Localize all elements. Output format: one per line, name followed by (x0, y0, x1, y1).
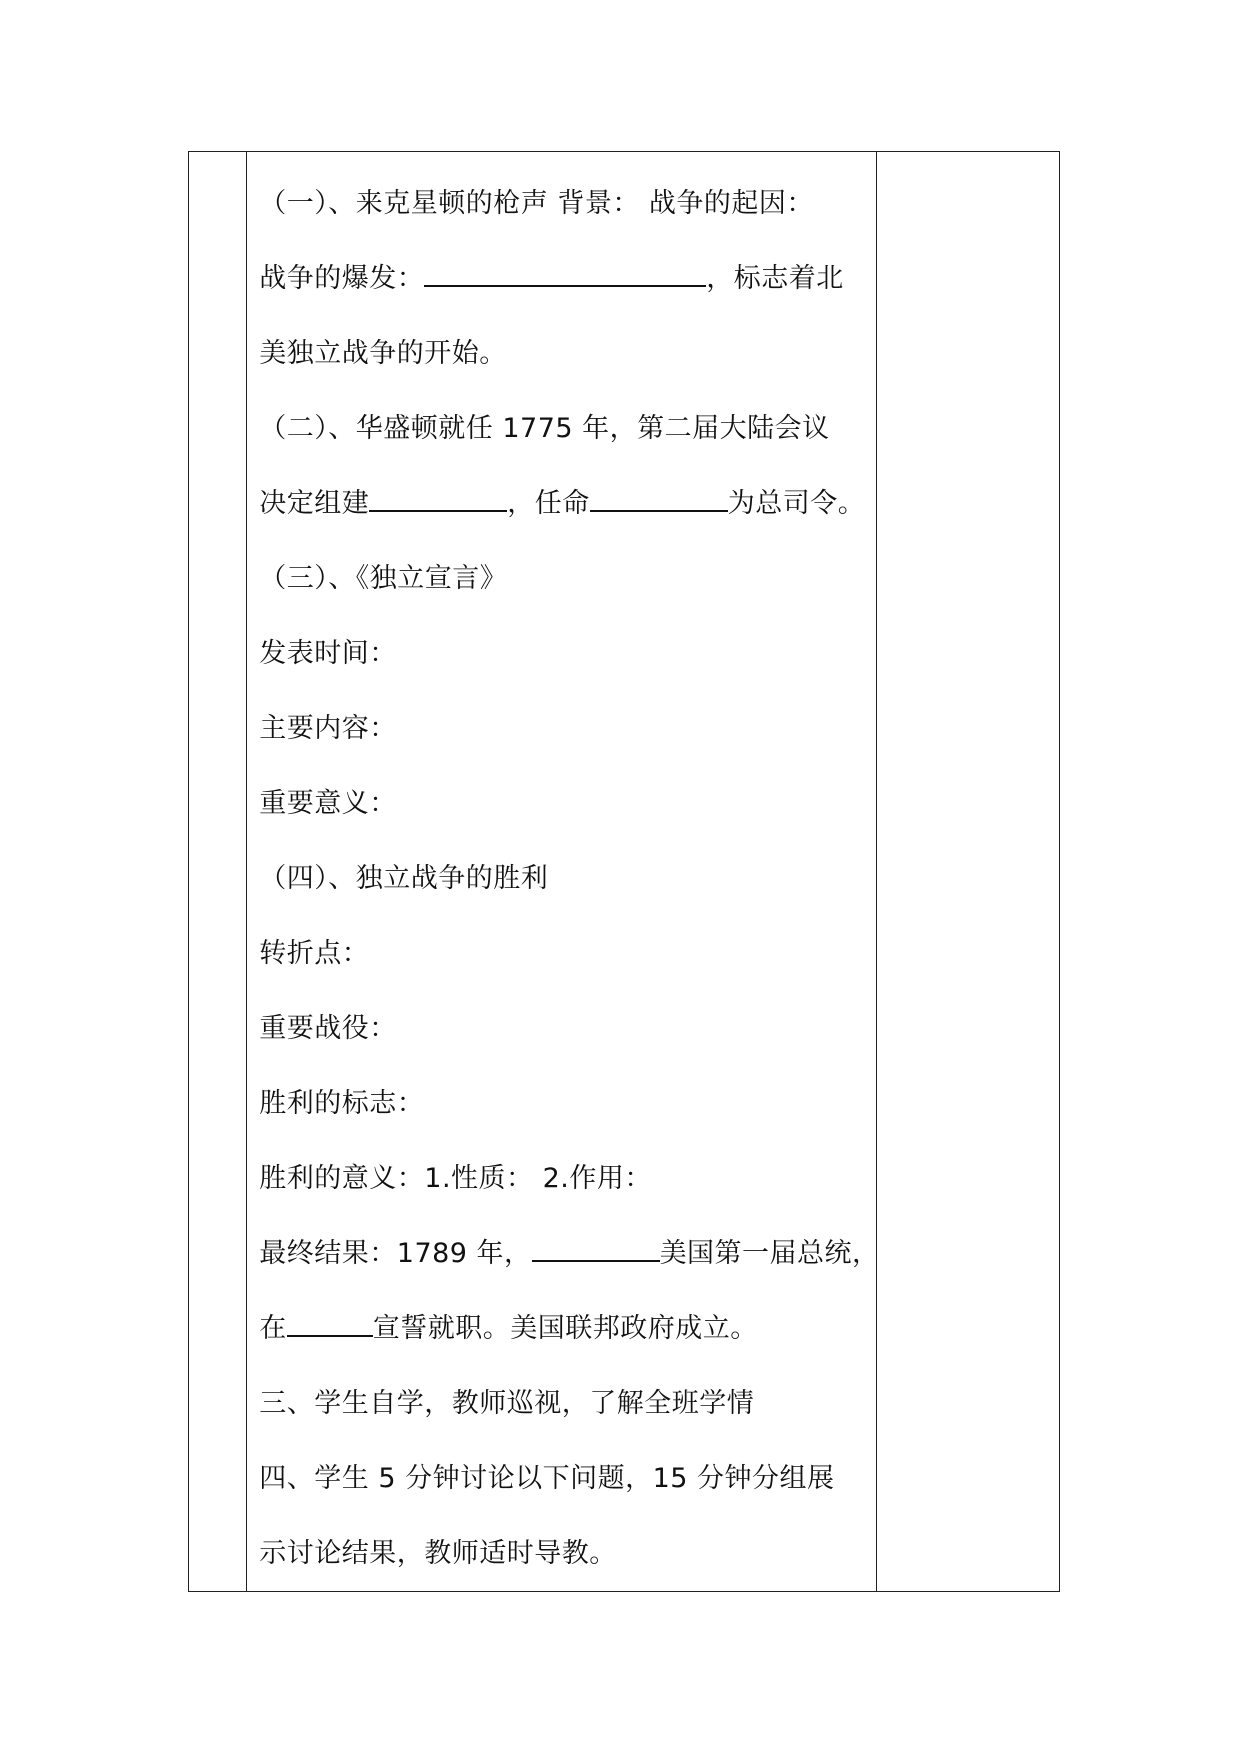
army-label: 决定组建 (259, 488, 370, 519)
section-4-heading: （四）、独立战争的胜利 (259, 863, 549, 894)
main-content-cell (247, 152, 880, 1592)
section-2-heading: （二）、华盛顿就任 1775 年，第二届大陆会议 (259, 413, 830, 444)
commander-label: 为总司令。 (727, 488, 866, 519)
war-outbreak-suffix: ，标志着北 (706, 263, 844, 294)
final-result-label: 最终结果：1789 年， (259, 1238, 532, 1269)
appoint-label: ，任命 (507, 488, 590, 519)
lesson-table (188, 151, 1060, 1592)
right-column-cell (877, 152, 1060, 1592)
army-command-line (259, 466, 868, 541)
fill-blank[interactable] (369, 480, 507, 512)
key-battle-line: 重要战役： (259, 1013, 397, 1044)
victory-meaning-line: 胜利的意义：1.性质： 2.作用： (259, 1163, 652, 1194)
inauguration-suffix: 宣誓就职。美国联邦政府成立。 (372, 1313, 758, 1344)
section-3-heading: （三）、《独立宣言》 (259, 563, 508, 594)
war-outbreak-line (259, 241, 868, 316)
significance-line: 重要意义： (259, 788, 397, 819)
turning-point-line: 转折点： (259, 938, 370, 969)
inauguration-prefix: 在 (259, 1313, 287, 1344)
step-4-line: 四、学生 5 分钟讨论以下问题，15 分钟分组展 (259, 1463, 835, 1494)
left-column-cell (189, 152, 247, 1592)
step-3-line: 三、学生自学，教师巡视，了解全班学情 (259, 1388, 755, 1419)
war-outbreak-label: 战争的爆发： (259, 263, 425, 294)
fill-blank[interactable] (590, 480, 728, 512)
fill-blank[interactable] (424, 255, 706, 287)
final-result-line (259, 1216, 880, 1291)
section-1-heading: （一）、来克星顿的枪声 背景： 战争的起因： (259, 188, 814, 219)
president-label: 美国第一届总统， (659, 1238, 880, 1269)
fill-blank[interactable] (532, 1230, 660, 1262)
lesson-content (247, 152, 880, 1591)
fill-blank[interactable] (287, 1305, 373, 1337)
inauguration-line (259, 1291, 868, 1366)
war-outbreak-continuation: 美独立战争的开始。 (259, 338, 507, 369)
publish-time-line: 发表时间： (259, 638, 397, 669)
step-4-continuation: 示讨论结果，教师适时导教。 (259, 1538, 617, 1569)
main-content-line: 主要内容： (259, 713, 397, 744)
victory-sign-line: 胜利的标志： (259, 1088, 425, 1119)
table-row (189, 152, 1060, 1592)
